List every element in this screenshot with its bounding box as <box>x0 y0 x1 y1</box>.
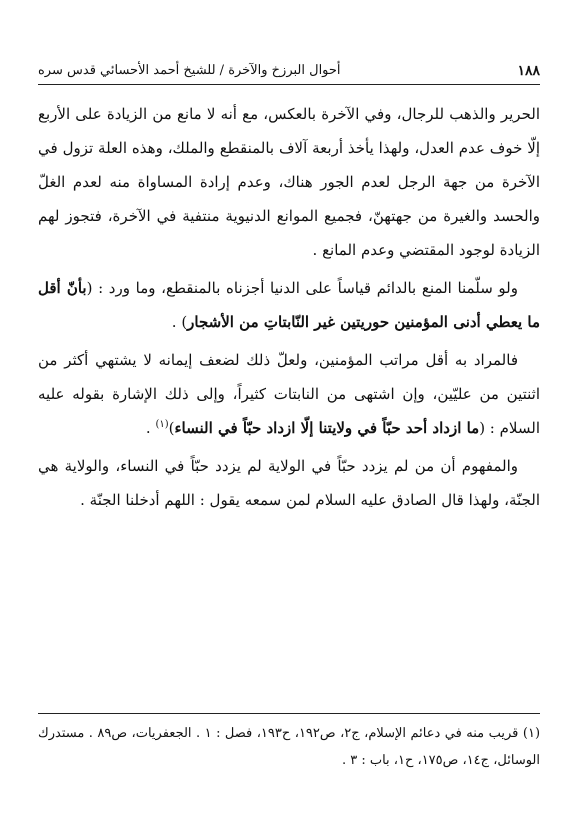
paragraph-conclusion: والمفهوم أن من لم يزدد حبّاً في الولاية لم يزدد حبّاً في النساء، والولاية هي الجنّة، ولهذا قال الصادق عليه السلام لمن سمعه يقول : اللهم أدخلنا الجنّة . <box>38 457 540 509</box>
quote-close: ) . <box>171 313 188 331</box>
sentence-end: . <box>145 419 156 437</box>
page-body <box>38 97 540 521</box>
paragraph-continuation: الحرير والذهب للرجال، وفي الآخرة بالعكس، مع أنه لا مانع من الزيادة على الأربع إلّا خوف عدم العدل، ولهذا يأخذ أربعة آلاف بالمنقطع والملك، وهذه العلة تزول في الآخرة من جهة الرجل لعدم الجور هناك، وعدم إرادة المساواة منه لعدم الغلّ والحسد والغيرة من جهتهنّ، فجميع الموانع الدنيوية منتفية في الآخرة، فتجوز لهم الزيادة لوجود المقتضي وعدم المانع . <box>38 105 540 259</box>
hadith-quote: ما ازداد أحد حبّاً في ولايتنا إلّا ازداد حبّاً في النساء <box>174 419 480 437</box>
quote-close: ) <box>168 419 175 437</box>
paragraph-explanation <box>38 343 540 445</box>
footnote-separator <box>38 713 540 714</box>
page-number: ١٨٨ <box>517 63 540 79</box>
hadith-quote: بأنّ أقل ما يعطي أدنى المؤمنين حوريتين غير النّابتاتِ من الأشجار <box>38 279 540 331</box>
paragraph-text: ولو سلّمنا المنع بالدائم قياساً على الدنيا أجزناه بالمنقطع، وما ورد : ( <box>86 279 518 297</box>
running-title: أحوال البرزخ والآخرة / للشيخ أحمد الأحسائي قدس سره <box>38 63 341 78</box>
footnote-text: قريب منه في دعائم الإسلام، ج٢، ص١٩٢، ح١٩٣، فصل : ١ . الجعفريات، ص٨٩ . مستدرك الوسائل، ج١٤، ص١٧٥، ح١، باب : ٣ . <box>38 726 540 768</box>
page-header <box>38 58 540 85</box>
footnote-number: (١) <box>522 726 541 741</box>
footnotes <box>38 720 540 774</box>
footnote-item <box>38 720 540 774</box>
footnote-marker: (١) <box>155 419 169 430</box>
paragraph-permission <box>38 271 540 339</box>
paragraph-text: فالمراد به أقل مراتب المؤمنين، ولعلّ ذلك لضعف إيمانه لا يشتهي أكثر من اثنتين من عليّين، وإن اشتهى من النابتات كثيراً، وإلى ذلك الإشارة بقوله عليه السلام : ( <box>38 351 540 437</box>
